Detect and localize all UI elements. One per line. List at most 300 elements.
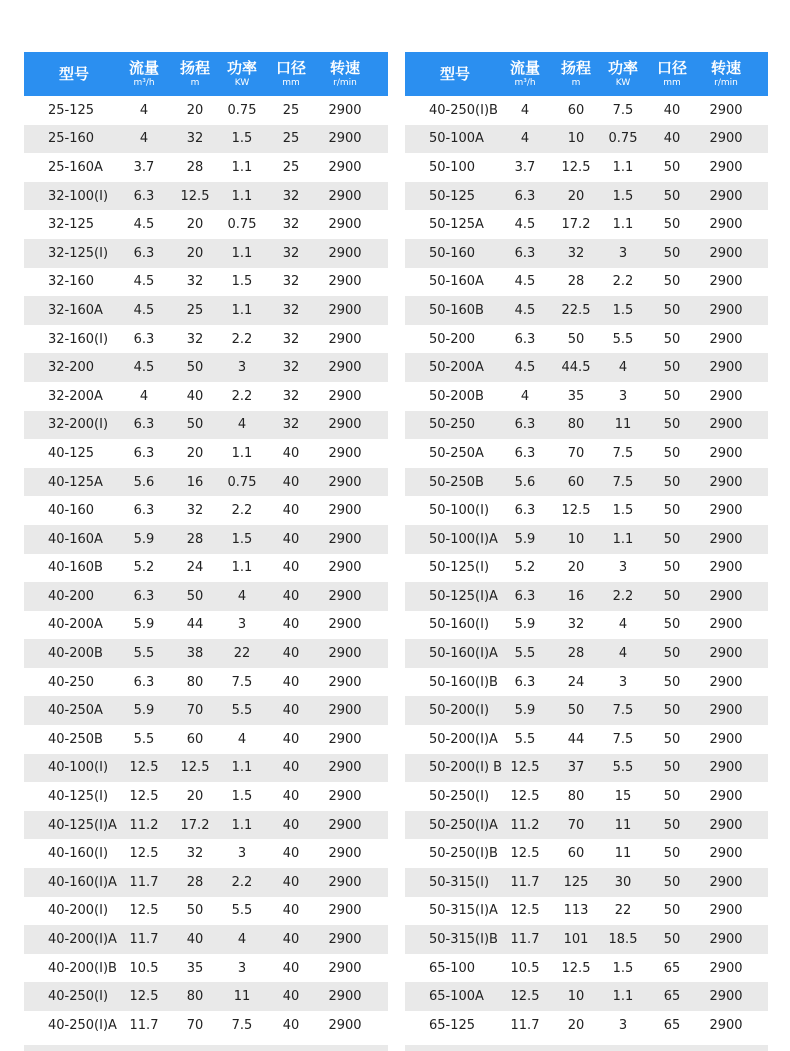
header-caliber bbox=[639, 52, 705, 96]
cell-caliber: 50 bbox=[663, 217, 681, 233]
cell-caliber: 40 bbox=[282, 474, 300, 490]
cell-head: 20 bbox=[186, 789, 204, 805]
table-row bbox=[405, 668, 768, 697]
cell-model: 40-125 bbox=[48, 445, 95, 461]
cell-model: 50-200(I)A bbox=[429, 731, 498, 747]
cell-model: 65-100 bbox=[429, 960, 476, 976]
cell-flow: 10.5 bbox=[129, 960, 159, 976]
cell-flow: 6.3 bbox=[514, 588, 536, 604]
cell-caliber: 32 bbox=[282, 388, 300, 404]
cell-speed: 2900 bbox=[328, 846, 362, 862]
cell-flow: 12.5 bbox=[510, 760, 540, 776]
table-row bbox=[405, 382, 768, 411]
table-row bbox=[405, 725, 768, 754]
cell-flow: 5.9 bbox=[133, 703, 155, 719]
cell-model: 40-160(I)A bbox=[48, 874, 117, 890]
cell-speed: 2900 bbox=[328, 674, 362, 690]
cell-head: 28 bbox=[567, 646, 585, 662]
header-head bbox=[164, 52, 226, 96]
cell-model: 40-125A bbox=[48, 474, 103, 490]
table-row bbox=[24, 153, 388, 182]
cell-power: 11 bbox=[614, 846, 632, 862]
cell-power: 5.5 bbox=[612, 331, 634, 347]
cell-flow: 4.5 bbox=[514, 360, 536, 376]
cell-speed: 2900 bbox=[709, 274, 743, 290]
cell-head: 50 bbox=[567, 703, 585, 719]
cell-speed: 2900 bbox=[709, 646, 743, 662]
table-row bbox=[24, 668, 388, 697]
cell-caliber: 50 bbox=[663, 503, 681, 519]
header-title: 口径 bbox=[656, 58, 687, 77]
table-body bbox=[405, 96, 768, 1040]
cell-speed: 2900 bbox=[709, 102, 743, 118]
cell-model: 50-160A bbox=[429, 274, 484, 290]
cell-power: 22 bbox=[614, 903, 632, 919]
cell-head: 10 bbox=[567, 531, 585, 547]
cell-flow: 5.2 bbox=[133, 560, 155, 576]
cell-head: 20 bbox=[567, 1017, 585, 1033]
cell-caliber: 40 bbox=[282, 874, 300, 890]
cell-head: 10 bbox=[567, 989, 585, 1005]
cell-caliber: 40 bbox=[282, 932, 300, 948]
cell-speed: 2900 bbox=[709, 817, 743, 833]
table-row bbox=[24, 439, 388, 468]
cell-flow: 6.3 bbox=[133, 331, 155, 347]
cell-head: 32 bbox=[567, 245, 585, 261]
cell-caliber: 50 bbox=[663, 474, 681, 490]
cell-power: 1.1 bbox=[231, 245, 253, 261]
table-row bbox=[405, 182, 768, 211]
table-row bbox=[405, 782, 768, 811]
cell-caliber: 50 bbox=[663, 560, 681, 576]
cell-flow: 5.5 bbox=[133, 731, 155, 747]
cell-caliber: 40 bbox=[282, 731, 300, 747]
cell-power: 3 bbox=[237, 846, 247, 862]
cell-flow: 4.5 bbox=[514, 302, 536, 318]
cell-speed: 2900 bbox=[328, 503, 362, 519]
cell-head: 20 bbox=[567, 188, 585, 204]
cell-model: 40-200 bbox=[48, 588, 95, 604]
cell-caliber: 40 bbox=[282, 617, 300, 633]
table-row bbox=[405, 897, 768, 926]
cell-flow: 5.5 bbox=[514, 646, 536, 662]
cell-model: 40-250B bbox=[48, 731, 103, 747]
header-unit: KW bbox=[234, 77, 250, 88]
cell-speed: 2900 bbox=[328, 731, 362, 747]
cell-speed: 2900 bbox=[328, 388, 362, 404]
cell-flow: 4 bbox=[139, 388, 149, 404]
cell-head: 44.5 bbox=[561, 360, 591, 376]
cell-power: 4 bbox=[237, 588, 247, 604]
cell-caliber: 50 bbox=[663, 331, 681, 347]
header-unit: KW bbox=[615, 77, 631, 88]
cell-head: 50 bbox=[186, 360, 204, 376]
cell-power: 15 bbox=[614, 789, 632, 805]
spec-table-right bbox=[405, 52, 768, 1040]
cell-model: 40-200B bbox=[48, 646, 103, 662]
table-row bbox=[24, 639, 388, 668]
cell-caliber: 50 bbox=[663, 388, 681, 404]
cell-power: 1.1 bbox=[231, 302, 253, 318]
cell-caliber: 50 bbox=[663, 274, 681, 290]
cell-flow: 6.3 bbox=[514, 331, 536, 347]
cell-flow: 12.5 bbox=[510, 789, 540, 805]
cell-head: 10 bbox=[567, 131, 585, 147]
header-power bbox=[226, 52, 258, 96]
cell-flow: 12.5 bbox=[129, 789, 159, 805]
cell-model: 65-100A bbox=[429, 989, 484, 1005]
cell-head: 28 bbox=[186, 531, 204, 547]
cell-model: 50-160(I)A bbox=[429, 646, 498, 662]
cell-model: 40-125(I)A bbox=[48, 817, 117, 833]
cell-head: 70 bbox=[186, 1017, 204, 1033]
cell-model: 50-315(I) bbox=[429, 874, 490, 890]
cell-model: 32-160(I) bbox=[48, 331, 109, 347]
table-row bbox=[405, 925, 768, 954]
cell-flow: 6.3 bbox=[133, 674, 155, 690]
cell-caliber: 50 bbox=[663, 731, 681, 747]
cell-caliber: 40 bbox=[282, 989, 300, 1005]
table-row bbox=[405, 554, 768, 583]
cell-flow: 11.2 bbox=[510, 817, 540, 833]
cell-flow: 6.3 bbox=[514, 445, 536, 461]
cell-speed: 2900 bbox=[709, 789, 743, 805]
cell-model: 50-125(I)A bbox=[429, 588, 498, 604]
cell-model: 40-200(I) bbox=[48, 903, 109, 919]
cell-head: 35 bbox=[567, 388, 585, 404]
cell-speed: 2900 bbox=[328, 531, 362, 547]
cell-model: 40-160 bbox=[48, 503, 95, 519]
cell-caliber: 40 bbox=[282, 531, 300, 547]
cell-power: 1.5 bbox=[231, 131, 253, 147]
table-footer-strip bbox=[405, 1045, 768, 1051]
cell-flow: 4 bbox=[520, 131, 530, 147]
cell-speed: 2900 bbox=[709, 503, 743, 519]
cell-model: 32-160A bbox=[48, 302, 103, 318]
table-row bbox=[24, 525, 388, 554]
cell-head: 80 bbox=[567, 417, 585, 433]
cell-speed: 2900 bbox=[328, 102, 362, 118]
cell-caliber: 50 bbox=[663, 588, 681, 604]
cell-power: 1.1 bbox=[231, 760, 253, 776]
cell-flow: 11.2 bbox=[129, 817, 159, 833]
cell-power: 0.75 bbox=[227, 102, 257, 118]
cell-head: 70 bbox=[567, 817, 585, 833]
cell-flow: 11.7 bbox=[129, 932, 159, 948]
cell-power: 7.5 bbox=[612, 474, 634, 490]
cell-model: 40-160(I) bbox=[48, 846, 109, 862]
header-unit: m³/h bbox=[133, 77, 155, 88]
table-row bbox=[24, 982, 388, 1011]
cell-flow: 3.7 bbox=[514, 159, 536, 175]
cell-flow: 10.5 bbox=[510, 960, 540, 976]
cell-head: 80 bbox=[567, 789, 585, 805]
cell-head: 24 bbox=[186, 560, 204, 576]
cell-speed: 2900 bbox=[328, 617, 362, 633]
table-row bbox=[24, 754, 388, 783]
cell-caliber: 25 bbox=[282, 159, 300, 175]
cell-speed: 2900 bbox=[328, 474, 362, 490]
table-row bbox=[405, 353, 768, 382]
table-row bbox=[24, 696, 388, 725]
cell-speed: 2900 bbox=[328, 445, 362, 461]
header-title: 功率 bbox=[226, 58, 257, 77]
cell-model: 25-125 bbox=[48, 102, 95, 118]
cell-speed: 2900 bbox=[328, 217, 362, 233]
cell-power: 1.1 bbox=[231, 560, 253, 576]
cell-caliber: 50 bbox=[663, 789, 681, 805]
table-row bbox=[405, 496, 768, 525]
cell-model: 25-160A bbox=[48, 159, 103, 175]
cell-power: 1.5 bbox=[612, 960, 634, 976]
cell-power: 3 bbox=[618, 388, 628, 404]
cell-head: 38 bbox=[186, 646, 204, 662]
cell-model: 32-200A bbox=[48, 388, 103, 404]
table-row bbox=[405, 811, 768, 840]
header-title: 扬程 bbox=[179, 58, 210, 77]
cell-power: 1.5 bbox=[231, 789, 253, 805]
table-row bbox=[405, 325, 768, 354]
table-row bbox=[24, 239, 388, 268]
cell-power: 3 bbox=[237, 360, 247, 376]
cell-power: 0.75 bbox=[608, 131, 638, 147]
cell-caliber: 50 bbox=[663, 360, 681, 376]
cell-head: 32 bbox=[186, 846, 204, 862]
cell-speed: 2900 bbox=[328, 360, 362, 376]
cell-flow: 11.7 bbox=[129, 874, 159, 890]
cell-model: 50-125A bbox=[429, 217, 484, 233]
cell-caliber: 50 bbox=[663, 846, 681, 862]
table-row bbox=[405, 268, 768, 297]
cell-power: 3 bbox=[237, 960, 247, 976]
cell-flow: 11.7 bbox=[510, 1017, 540, 1033]
cell-caliber: 40 bbox=[282, 789, 300, 805]
header-unit: r/min bbox=[714, 77, 738, 88]
cell-flow: 6.3 bbox=[133, 445, 155, 461]
cell-power: 1.1 bbox=[612, 217, 634, 233]
cell-model: 40-160A bbox=[48, 531, 103, 547]
cell-model: 32-125 bbox=[48, 217, 95, 233]
cell-speed: 2900 bbox=[709, 846, 743, 862]
cell-power: 1.1 bbox=[231, 159, 253, 175]
table-row bbox=[24, 839, 388, 868]
table-row bbox=[405, 611, 768, 640]
cell-flow: 5.5 bbox=[514, 731, 536, 747]
cell-head: 113 bbox=[563, 903, 589, 919]
cell-flow: 5.9 bbox=[514, 531, 536, 547]
table-row bbox=[405, 525, 768, 554]
header-title: 型号 bbox=[439, 64, 470, 83]
cell-speed: 2900 bbox=[328, 274, 362, 290]
cell-head: 17.2 bbox=[180, 817, 210, 833]
table-row bbox=[24, 382, 388, 411]
cell-flow: 6.3 bbox=[514, 503, 536, 519]
cell-model: 32-160 bbox=[48, 274, 95, 290]
cell-caliber: 40 bbox=[282, 703, 300, 719]
cell-caliber: 65 bbox=[663, 960, 681, 976]
cell-speed: 2900 bbox=[328, 331, 362, 347]
cell-power: 1.1 bbox=[231, 445, 253, 461]
cell-speed: 2900 bbox=[328, 1017, 362, 1033]
cell-head: 20 bbox=[186, 217, 204, 233]
cell-caliber: 50 bbox=[663, 417, 681, 433]
table-row bbox=[405, 468, 768, 497]
cell-head: 12.5 bbox=[561, 503, 591, 519]
cell-speed: 2900 bbox=[709, 531, 743, 547]
cell-head: 40 bbox=[186, 932, 204, 948]
cell-power: 1.5 bbox=[612, 188, 634, 204]
cell-power: 1.5 bbox=[231, 531, 253, 547]
cell-power: 3 bbox=[618, 560, 628, 576]
cell-power: 30 bbox=[614, 874, 632, 890]
cell-power: 11 bbox=[233, 989, 251, 1005]
cell-head: 32 bbox=[186, 131, 204, 147]
cell-model: 50-160B bbox=[429, 302, 484, 318]
cell-speed: 2900 bbox=[709, 445, 743, 461]
cell-model: 40-250(I)A bbox=[48, 1017, 117, 1033]
table-row bbox=[24, 353, 388, 382]
cell-speed: 2900 bbox=[328, 760, 362, 776]
cell-speed: 2900 bbox=[328, 245, 362, 261]
table-row bbox=[24, 554, 388, 583]
table-row bbox=[24, 868, 388, 897]
cell-head: 50 bbox=[186, 588, 204, 604]
cell-model: 50-315(I)A bbox=[429, 903, 498, 919]
table-header bbox=[405, 52, 768, 96]
cell-speed: 2900 bbox=[709, 760, 743, 776]
cell-caliber: 40 bbox=[282, 1017, 300, 1033]
cell-flow: 5.9 bbox=[514, 617, 536, 633]
cell-speed: 2900 bbox=[709, 360, 743, 376]
cell-speed: 2900 bbox=[709, 417, 743, 433]
header-head bbox=[545, 52, 607, 96]
header-unit: m bbox=[190, 77, 200, 88]
cell-head: 12.5 bbox=[180, 188, 210, 204]
header-flow bbox=[124, 52, 164, 96]
cell-speed: 2900 bbox=[328, 560, 362, 576]
cell-head: 35 bbox=[186, 960, 204, 976]
cell-caliber: 40 bbox=[282, 817, 300, 833]
table-row bbox=[405, 954, 768, 983]
cell-flow: 4 bbox=[520, 102, 530, 118]
cell-head: 20 bbox=[186, 445, 204, 461]
cell-model: 40-125(I) bbox=[48, 789, 109, 805]
cell-speed: 2900 bbox=[328, 817, 362, 833]
cell-head: 32 bbox=[567, 617, 585, 633]
cell-model: 50-200(I) B bbox=[429, 760, 503, 776]
cell-caliber: 50 bbox=[663, 159, 681, 175]
cell-head: 12.5 bbox=[561, 159, 591, 175]
cell-model: 40-200(I)B bbox=[48, 960, 117, 976]
cell-head: 16 bbox=[186, 474, 204, 490]
cell-head: 37 bbox=[567, 760, 585, 776]
cell-model: 50-125 bbox=[429, 188, 476, 204]
cell-head: 80 bbox=[186, 674, 204, 690]
cell-flow: 6.3 bbox=[514, 417, 536, 433]
cell-flow: 6.3 bbox=[133, 245, 155, 261]
cell-model: 25-160 bbox=[48, 131, 95, 147]
cell-power: 18.5 bbox=[608, 932, 638, 948]
cell-power: 4 bbox=[618, 646, 628, 662]
cell-caliber: 40 bbox=[282, 674, 300, 690]
cell-flow: 5.9 bbox=[514, 703, 536, 719]
cell-caliber: 32 bbox=[282, 245, 300, 261]
cell-caliber: 50 bbox=[663, 760, 681, 776]
cell-flow: 12.5 bbox=[510, 903, 540, 919]
cell-head: 28 bbox=[186, 159, 204, 175]
cell-flow: 4.5 bbox=[514, 217, 536, 233]
cell-model: 50-315(I)B bbox=[429, 932, 498, 948]
cell-model: 40-250(I) bbox=[48, 989, 109, 1005]
table-row bbox=[405, 296, 768, 325]
cell-head: 20 bbox=[567, 560, 585, 576]
cell-head: 32 bbox=[186, 331, 204, 347]
cell-flow: 6.3 bbox=[514, 245, 536, 261]
cell-model: 32-100(I) bbox=[48, 188, 109, 204]
cell-flow: 11.7 bbox=[129, 1017, 159, 1033]
cell-flow: 5.9 bbox=[133, 617, 155, 633]
cell-head: 28 bbox=[567, 274, 585, 290]
cell-model: 32-200(I) bbox=[48, 417, 109, 433]
header-model bbox=[405, 52, 505, 96]
cell-power: 7.5 bbox=[612, 731, 634, 747]
header-unit: mm bbox=[282, 77, 300, 88]
cell-speed: 2900 bbox=[709, 474, 743, 490]
cell-speed: 2900 bbox=[328, 159, 362, 175]
cell-flow: 5.5 bbox=[133, 646, 155, 662]
spec-table-left bbox=[24, 52, 388, 1040]
cell-caliber: 50 bbox=[663, 617, 681, 633]
cell-power: 2.2 bbox=[612, 588, 634, 604]
cell-speed: 2900 bbox=[709, 159, 743, 175]
cell-power: 7.5 bbox=[612, 703, 634, 719]
cell-caliber: 40 bbox=[663, 102, 681, 118]
cell-head: 70 bbox=[567, 445, 585, 461]
cell-power: 1.1 bbox=[612, 531, 634, 547]
table-row bbox=[24, 725, 388, 754]
cell-power: 5.5 bbox=[231, 703, 253, 719]
cell-caliber: 32 bbox=[282, 188, 300, 204]
cell-model: 50-100(I)A bbox=[429, 531, 498, 547]
cell-caliber: 65 bbox=[663, 1017, 681, 1033]
cell-power: 1.1 bbox=[231, 817, 253, 833]
cell-caliber: 40 bbox=[282, 960, 300, 976]
cell-speed: 2900 bbox=[328, 789, 362, 805]
cell-power: 1.1 bbox=[612, 159, 634, 175]
table-row bbox=[405, 754, 768, 783]
table-row bbox=[24, 325, 388, 354]
cell-power: 5.5 bbox=[612, 760, 634, 776]
cell-model: 32-200 bbox=[48, 360, 95, 376]
table-row bbox=[24, 925, 388, 954]
cell-head: 20 bbox=[186, 102, 204, 118]
header-speed bbox=[705, 52, 747, 96]
cell-flow: 4.5 bbox=[133, 302, 155, 318]
table-row bbox=[24, 782, 388, 811]
table-row bbox=[405, 582, 768, 611]
header-title: 扬程 bbox=[560, 58, 591, 77]
cell-model: 32-125(I) bbox=[48, 245, 109, 261]
cell-flow: 4.5 bbox=[133, 274, 155, 290]
cell-speed: 2900 bbox=[709, 217, 743, 233]
cell-speed: 2900 bbox=[709, 874, 743, 890]
cell-head: 40 bbox=[186, 388, 204, 404]
table-row bbox=[405, 125, 768, 154]
table-row bbox=[405, 239, 768, 268]
cell-head: 12.5 bbox=[180, 760, 210, 776]
cell-power: 4 bbox=[618, 360, 628, 376]
cell-flow: 6.3 bbox=[133, 417, 155, 433]
